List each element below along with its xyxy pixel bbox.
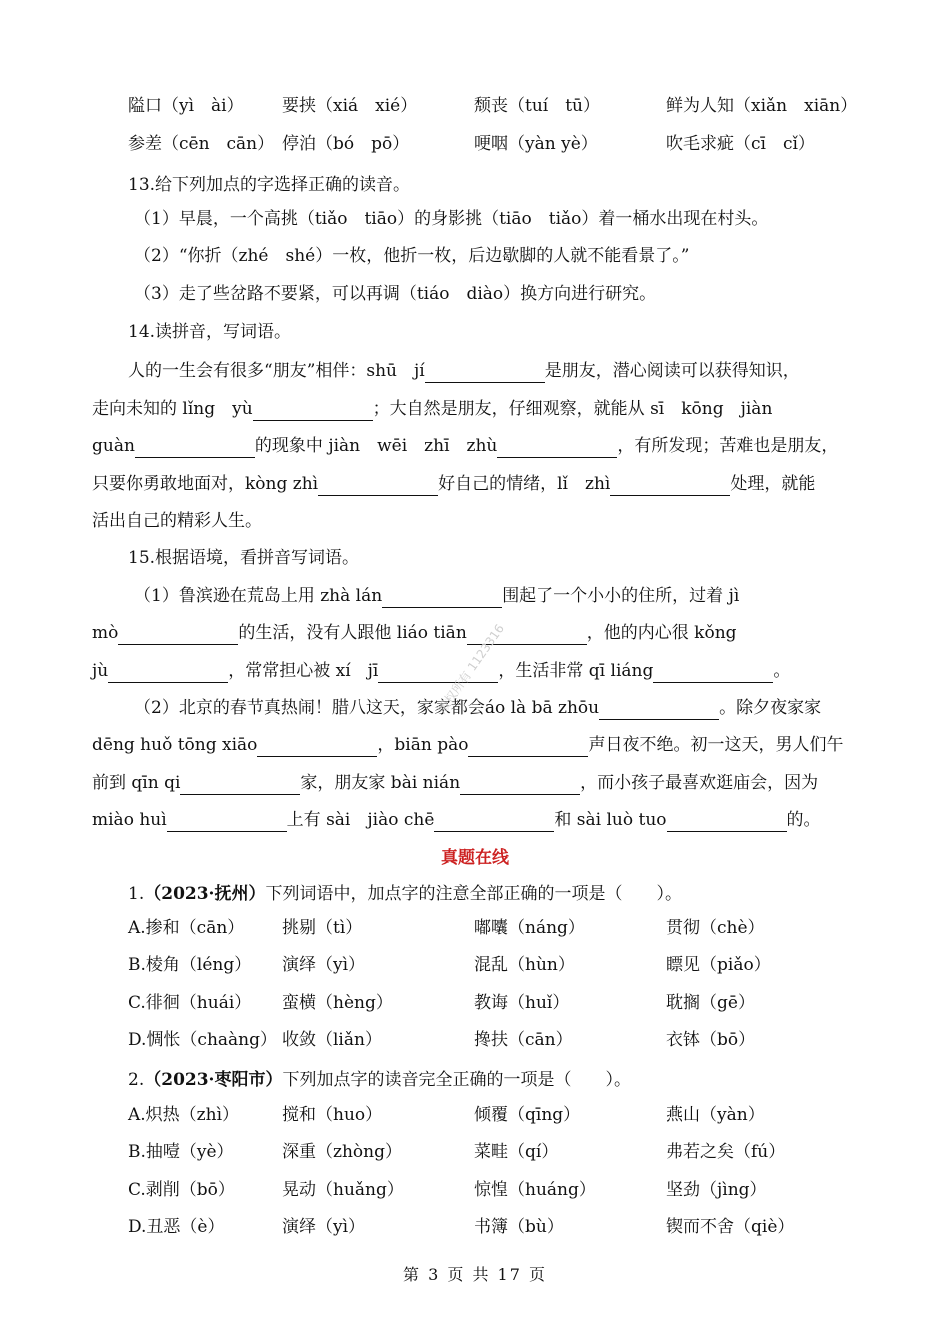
text: 。 — [773, 661, 791, 681]
option-c-word: 教诲（huǐ） — [474, 993, 570, 1013]
text: （1）鲁滨逊在荒岛上用 zhà lán — [134, 586, 383, 606]
text: 的。 — [786, 810, 821, 830]
answer-blank[interactable] — [610, 475, 730, 496]
answer-blank[interactable] — [257, 736, 377, 757]
text: ，常常担心被 xí jī — [228, 661, 379, 681]
question-13-item-3: （3）走了些岔路不要紧，可以再调（tiáo diào）换方向进行研究。 — [134, 284, 657, 304]
question-14-line-3 — [92, 434, 860, 458]
answer-blank[interactable] — [497, 437, 617, 458]
option-b-word: 深重（zhòng） — [282, 1142, 402, 1162]
question-15-p2-line-3 — [92, 771, 860, 795]
answer-blank[interactable] — [425, 362, 545, 383]
option-c-word: 蛮横（hèng） — [282, 993, 393, 1013]
answer-blank[interactable] — [468, 736, 588, 757]
text: 。除夕夜家家 — [719, 698, 822, 718]
question-number: 2. — [128, 1070, 145, 1090]
question-15-p1-line-2 — [92, 621, 860, 645]
question-15-p1-line-1 — [134, 584, 902, 608]
page-footer: 第 3 页 共 17 页 — [403, 1265, 547, 1284]
option-d-word: 收敛（liǎn） — [282, 1030, 382, 1050]
question-source: （2023·枣阳市） — [144, 1070, 283, 1090]
answer-blank[interactable] — [108, 662, 228, 683]
option-d-word: 锲而不舍（qiè） — [666, 1217, 795, 1237]
text: 上有 sài jiào chē — [286, 810, 435, 830]
option-a-word[interactable]: A.炽热（zhì） — [128, 1105, 240, 1125]
question-15-p2-line-4 — [92, 808, 860, 832]
answer-blank[interactable] — [653, 662, 773, 683]
vocab-item: 参差（cēn cān） — [128, 134, 275, 154]
question-14-line-1 — [128, 359, 896, 383]
option-d-word: 书簿（bù） — [474, 1217, 564, 1237]
text: 声日夜不绝。初一这天，男人们午 — [588, 735, 844, 755]
question-13-item-2: （2）“你折（zhé shé）一枚，他折一枚，后边歇脚的人就不能看景了。” — [134, 246, 690, 266]
answer-blank[interactable] — [180, 774, 300, 795]
option-d-word[interactable]: D.丑恶（è） — [128, 1217, 225, 1237]
answer-blank[interactable] — [667, 811, 787, 832]
section-title: 真题在线 — [441, 848, 509, 868]
text: 好自己的情绪，lǐ zhì — [438, 474, 611, 494]
answer-blank[interactable] — [253, 400, 373, 421]
question-14-line-4 — [92, 472, 860, 496]
question-stem: 下列词语中，加点字的注意全部正确的一项是（ ）。 — [265, 884, 682, 904]
watermark: 版权所有 1123316 — [435, 621, 507, 716]
answer-blank[interactable] — [434, 811, 554, 832]
text: jù — [92, 661, 109, 681]
option-a-word: 倾覆（qīng） — [474, 1105, 581, 1125]
option-a-word: 嘟囔（náng） — [474, 918, 585, 938]
question-14-line-5: 活出自己的精彩人生。 — [92, 511, 262, 531]
question-source: （2023·抚州） — [144, 884, 266, 904]
option-b-word: 瞟见（piǎo） — [666, 955, 771, 975]
vocab-item: 吹毛求疵（cī cǐ） — [666, 134, 815, 154]
text: 围起了一个小小的住所，过着 jì — [502, 586, 740, 606]
option-a-word: 搅和（huo） — [282, 1105, 383, 1125]
option-b-word[interactable]: B.抽噎（yè） — [128, 1142, 234, 1162]
question-15-p2-line-2 — [92, 733, 860, 757]
question-15-title: 15.根据语境，看拼音写词语。 — [128, 548, 360, 568]
question-15-p2-line-1 — [134, 696, 902, 720]
text: dēng huǒ tōng xiāo — [92, 735, 258, 755]
answer-blank[interactable] — [118, 624, 238, 645]
vocab-item: 鲜为人知（xiǎn xiān） — [666, 96, 858, 116]
exam-question-2-stem — [128, 1068, 896, 1092]
text: ，生活非常 qī liáng — [498, 661, 654, 681]
question-14-title: 14.读拼音，写词语。 — [128, 322, 292, 342]
text: 是朋友，潜心阅读可以获得知识， — [544, 361, 800, 381]
option-a-word: 贯彻（chè） — [666, 918, 765, 938]
text: （2）北京的春节真热闹！腊八这天，家家都会áo là bā zhōu — [134, 698, 600, 718]
option-a-word[interactable]: A.掺和（cān） — [128, 918, 245, 938]
answer-blank[interactable] — [599, 699, 719, 720]
option-b-word: 演绎（yì） — [282, 955, 366, 975]
text: 家，朋友家 bài nián — [300, 773, 461, 793]
text: 只要你勇敢地面对，kòng zhì — [92, 474, 319, 494]
vocab-item: 停泊（bó pō） — [282, 134, 410, 154]
answer-blank[interactable] — [135, 437, 255, 458]
question-14-line-2 — [92, 397, 860, 421]
text: mò — [92, 623, 119, 643]
option-a-word: 挑剔（tì） — [282, 918, 363, 938]
vocab-item: 要挟（xiá xié） — [282, 96, 418, 116]
answer-blank[interactable] — [460, 774, 580, 795]
option-c-word: 坚劲（jìng） — [666, 1180, 767, 1200]
text: ，biān pào — [377, 735, 469, 755]
text: ；大自然是朋友，仔细观察，就能从 sī kōng jiàn — [372, 399, 773, 419]
text: 走向未知的 lǐng yù — [92, 399, 253, 419]
text: ，有所发现；苦难也是朋友， — [617, 436, 839, 456]
text: ，他的内心很 kǒng — [586, 623, 737, 643]
vocab-item: 颓丧（tuí tū） — [474, 96, 600, 116]
option-c-word[interactable]: C.剥削（bō） — [128, 1180, 235, 1200]
answer-blank[interactable] — [382, 587, 502, 608]
vocab-item: 哽咽（yàn yè） — [474, 134, 598, 154]
option-d-word[interactable]: D.惆怅（chaàng） — [128, 1030, 277, 1050]
answer-blank[interactable] — [318, 475, 438, 496]
text: ，而小孩子最喜欢逛庙会，因为 — [580, 773, 819, 793]
option-c-word: 晃动（huǎng） — [282, 1180, 404, 1200]
text: guàn — [92, 436, 135, 456]
text: 处理，就能 — [730, 474, 816, 494]
text: 前到 qīn qi — [92, 773, 181, 793]
option-c-word: 耽搁（gē） — [666, 993, 755, 1013]
option-b-word[interactable]: B.棱角（léng） — [128, 955, 252, 975]
question-number: 1. — [128, 884, 145, 904]
option-b-word: 混乱（hùn） — [474, 955, 575, 975]
text: miào huì — [92, 810, 167, 830]
text: 人的一生会有很多“朋友”相伴：shū jí — [128, 361, 425, 381]
answer-blank[interactable] — [167, 811, 287, 832]
question-stem: 下列加点字的读音完全正确的一项是（ ）。 — [282, 1070, 631, 1090]
option-d-word: 演绎（yì） — [282, 1217, 366, 1237]
option-a-word: 燕山（yàn） — [666, 1105, 765, 1125]
option-d-word: 衣钵（bō） — [666, 1030, 756, 1050]
question-13-title: 13.给下列加点的字选择正确的读音。 — [128, 175, 411, 195]
text: 的现象中 jiàn wēi zhī zhù — [254, 436, 498, 456]
question-13-item-1: （1）早晨，一个高挑（tiǎo tiāo）的身影挑（tiāo tiǎo）着一桶水出现在村头。 — [134, 209, 769, 229]
option-c-word[interactable]: C.徘徊（huái） — [128, 993, 252, 1013]
exam-question-1-stem — [128, 882, 896, 906]
option-d-word: 搀扶（cān） — [474, 1030, 573, 1050]
text: 和 sài luò tuo — [554, 810, 667, 830]
text: 的生活，没有人跟他 liáo tiān — [238, 623, 467, 643]
vocab-item: 隘口（yì ài） — [128, 96, 244, 116]
option-b-word: 弗若之矣（fú） — [666, 1142, 786, 1162]
option-c-word: 惊惶（huáng） — [474, 1180, 596, 1200]
option-b-word: 菜畦（qí） — [474, 1142, 559, 1162]
